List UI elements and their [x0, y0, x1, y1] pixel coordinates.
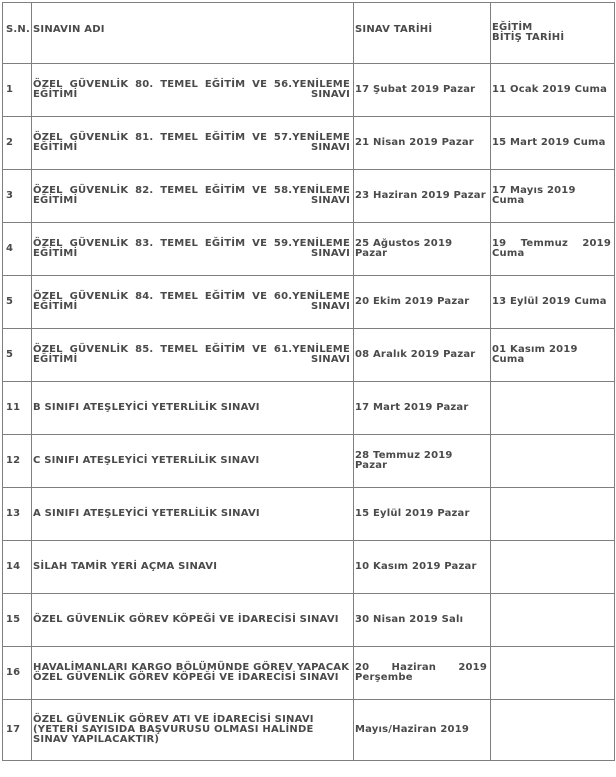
row-no: 1 [3, 64, 32, 117]
table-row [3, 170, 615, 223]
row-exam-date: 23 Haziran 2019 Pazar [354, 170, 491, 223]
table-row [3, 594, 615, 647]
table-row [3, 382, 615, 435]
row-exam-name: ÖZEL GÜVENLİK GÖREV ATI VE İDARECİSİ SINAVI (YETERİ SAYISIDA BAŞVURUSU OLMASI HALİNDE SINAV YAPILACAKTIR) [32, 700, 354, 761]
row-training-end [491, 594, 615, 647]
row-exam-date: 30 Nisan 2019 Salı [354, 594, 491, 647]
table-row [3, 64, 615, 117]
row-training-end: 13 Eylül 2019 Cuma [491, 276, 615, 329]
row-no: 14 [3, 541, 32, 594]
header-training-end-line1: EĞİTİM [492, 22, 533, 33]
row-training-end: 19 Temmuz 2019 Cuma [491, 223, 615, 276]
row-no: 3 [3, 170, 32, 223]
table-row [3, 700, 615, 761]
row-no: 17 [3, 700, 32, 761]
row-exam-date: 25 Ağustos 2019 Pazar [354, 223, 491, 276]
row-exam-name: ÖZEL GÜVENLİK 82. TEMEL EĞİTİM VE 58.YENİLEME EĞİTİMİ SINAVI [32, 170, 354, 223]
row-no: 2 [3, 117, 32, 170]
row-exam-name: C SINIFI ATEŞLEYİCİ YETERLİLİK SINAVI [32, 435, 354, 488]
exam-schedule-table [2, 2, 615, 761]
row-exam-name: ÖZEL GÜVENLİK GÖREV KÖPEĞİ VE İDARECİSİ SINAVI [32, 594, 354, 647]
row-no: 12 [3, 435, 32, 488]
header-exam-date: SINAV TARİHİ [354, 3, 491, 64]
row-exam-date: 08 Aralık 2019 Pazar [354, 329, 491, 382]
row-exam-name: ÖZEL GÜVENLİK 85. TEMEL EĞİTİM VE 61.YENİLEME EĞİTİMİ SINAVI [32, 329, 354, 382]
table-row [3, 276, 615, 329]
row-training-end [491, 541, 615, 594]
header-exam-name: SINAVIN ADI [32, 3, 354, 64]
row-training-end [491, 647, 615, 700]
row-no: 4 [3, 223, 32, 276]
row-exam-date: 15 Eylül 2019 Pazar [354, 488, 491, 541]
table-row [3, 488, 615, 541]
row-exam-name: ÖZEL GÜVENLİK 83. TEMEL EĞİTİM VE 59.YENİLEME EĞİTİMİ SINAVI [32, 223, 354, 276]
row-exam-name: HAVALİMANLARI KARGO BÖLÜMÜNDE GÖREV YAPACAK ÖZEL GÜVENLİK GÖREV KÖPEĞİ VE İDARECİSİ SINAVI [32, 647, 354, 700]
row-no: 13 [3, 488, 32, 541]
row-exam-date: 17 Şubat 2019 Pazar [354, 64, 491, 117]
row-no: 5 [3, 329, 32, 382]
row-exam-date: 20 Ekim 2019 Pazar [354, 276, 491, 329]
row-no: 15 [3, 594, 32, 647]
row-exam-name: ÖZEL GÜVENLİK 81. TEMEL EĞİTİM VE 57.YENİLEME EĞİTİMİ SINAVI [32, 117, 354, 170]
row-exam-date: Mayıs/Haziran 2019 [354, 700, 491, 761]
row-exam-date: 17 Mart 2019 Pazar [354, 382, 491, 435]
row-training-end: 01 Kasım 2019 Cuma [491, 329, 615, 382]
table-row [3, 647, 615, 700]
row-exam-name: ÖZEL GÜVENLİK 80. TEMEL EĞİTİM VE 56.YENİLEME EĞİTİMİ SINAVI [32, 64, 354, 117]
table-row [3, 541, 615, 594]
row-training-end [491, 488, 615, 541]
row-exam-date: 10 Kasım 2019 Pazar [354, 541, 491, 594]
row-training-end [491, 700, 615, 761]
row-exam-name: SİLAH TAMİR YERİ AÇMA SINAVI [32, 541, 354, 594]
row-no: 5 [3, 276, 32, 329]
row-no: 11 [3, 382, 32, 435]
header-training-end [491, 3, 615, 64]
row-exam-date: 28 Temmuz 2019 Pazar [354, 435, 491, 488]
table-row [3, 329, 615, 382]
header-training-end-line2: BİTİŞ TARİHİ [492, 32, 565, 43]
row-training-end [491, 382, 615, 435]
row-exam-date: 21 Nisan 2019 Pazar [354, 117, 491, 170]
table-row [3, 435, 615, 488]
row-training-end [491, 435, 615, 488]
row-training-end: 17 Mayıs 2019 Cuma [491, 170, 615, 223]
row-no: 16 [3, 647, 32, 700]
table-header-row [3, 3, 615, 64]
row-training-end: 15 Mart 2019 Cuma [491, 117, 615, 170]
row-exam-name: A SINIFI ATEŞLEYİCİ YETERLİLİK SINAVI [32, 488, 354, 541]
row-exam-name: B SINIFI ATEŞLEYİCİ YETERLİLİK SINAVI [32, 382, 354, 435]
row-training-end: 11 Ocak 2019 Cuma [491, 64, 615, 117]
row-exam-name: ÖZEL GÜVENLİK 84. TEMEL EĞİTİM VE 60.YENİLEME EĞİTİMİ SINAVI [32, 276, 354, 329]
table-row [3, 117, 615, 170]
header-no: S.N. [3, 3, 32, 64]
table-row [3, 223, 615, 276]
row-exam-date: 20 Haziran 2019 Perşembe [354, 647, 491, 700]
